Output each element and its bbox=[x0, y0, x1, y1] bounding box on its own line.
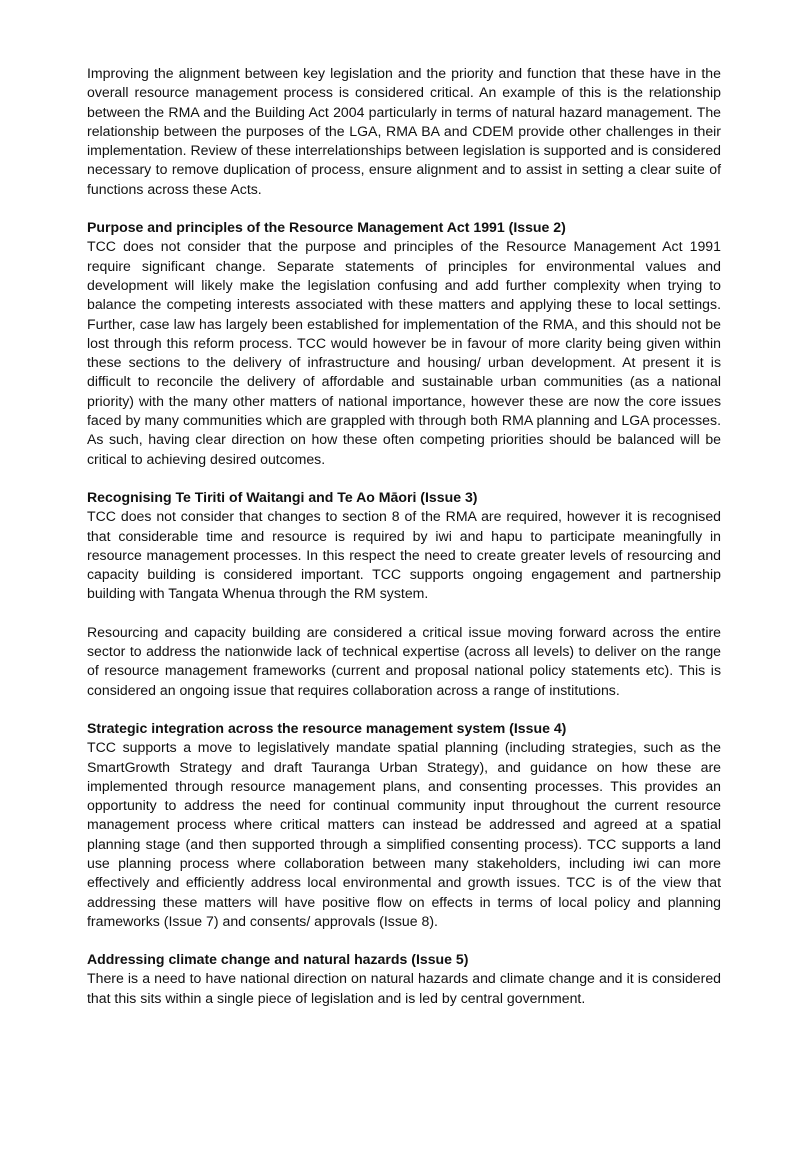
paragraph-issue-3: TCC does not consider that changes to section 8 of the RMA are required, however it is recognised that considerable time and resource is required by iwi and hapu to participate meaningfully in resource management processes. In this respect the need to create greater levels of resourcing and capacity building is considered important. TCC supports ongoing engagement and partnership building with Tangata Whenua through the RM system. bbox=[87, 508, 721, 602]
paragraph-gap bbox=[87, 469, 721, 488]
paragraph-issue-2: TCC does not consider that the purpose and principles of the Resource Management Act 1991 require significant change. Separate statements of principles for environmental values and development will likely make the legislation confusing and add further complexity when trying to balance the competing interests associated with these matters and applying these to local settings. Further, case law has largely been established for implementation of the RMA, and this should not be lost through this reform process. TCC would however be in favour of more clarity being given within these sections to the delivery of infrastructure and housing/ urban development. At present it is difficult to reconcile the delivery of affordable and sustainable urban communities (as a national priority) with the many other matters of national importance, however these are now the core issues faced by many communities which are grappled with through both RMA planning and LGA processes. As such, having clear direction on how these often competing priorities should be balanced will be critical to achieving desired outcomes. bbox=[87, 238, 721, 467]
paragraph-issue-4: TCC supports a move to legislatively mandate spatial planning (including strategies, such as the SmartGrowth Strategy and draft Tauranga Urban Strategy), and guidance on how these are implemented through resource management plans, and consenting processes. This provides an opportunity to address the need for continual community input throughout the current resource management process where critical matters can instead be addressed and agreed at a spatial planning stage (and then supported through a simplified consenting process). TCC supports a land use planning process where collaboration between many stakeholders, including iwi can more effectively and efficiently address local environmental and growth issues. TCC is of the view that addressing these matters will have positive flow on effects in terms of local policy and planning frameworks (Issue 7) and consents/ approvals (Issue 8). bbox=[87, 739, 721, 929]
paragraph-issue-5: There is a need to have national direction on natural hazards and climate change and it is considered that this sits within a single piece of legislation and is led by central government. bbox=[87, 970, 721, 1006]
heading-issue-5: Addressing climate change and natural hazards (Issue 5) bbox=[87, 951, 469, 968]
heading-issue-4: Strategic integration across the resource management system (Issue 4) bbox=[87, 719, 567, 736]
paragraph-gap bbox=[87, 700, 721, 719]
paragraph-gap bbox=[87, 931, 721, 950]
paragraph-gap bbox=[87, 199, 721, 218]
intro-paragraph: Improving the alignment between key legislation and the priority and function that these have in the overall resource management process is considered critical. An example of this is the relationship between the RMA and the Building Act 2004 particularly in terms of natural hazard management. The relationship between the purposes of the LGA, RMA BA and CDEM provide other challenges in their implementation. Review of these interrelationships between legislation is supported and is considered necessary to remove duplication of process, ensure alignment and to assist in setting a clear suite of functions across these Acts. bbox=[87, 65, 721, 197]
paragraph-issue-3-resourcing: Resourcing and capacity building are considered a critical issue moving forward across the entire sector to address the nationwide lack of technical expertise (across all levels) to deliver on the range of resource management frameworks (current and proposal national policy statements etc). This is considered an ongoing issue that requires collaboration across a range of institutions. bbox=[87, 623, 721, 698]
heading-issue-3: Recognising Te Tiriti of Waitangi and Te Ao Māori (Issue 3) bbox=[87, 488, 478, 505]
document-page bbox=[87, 64, 721, 1008]
heading-issue-2: Purpose and principles of the Resource Management Act 1991 (Issue 2) bbox=[87, 219, 566, 236]
paragraph-gap bbox=[87, 604, 721, 623]
